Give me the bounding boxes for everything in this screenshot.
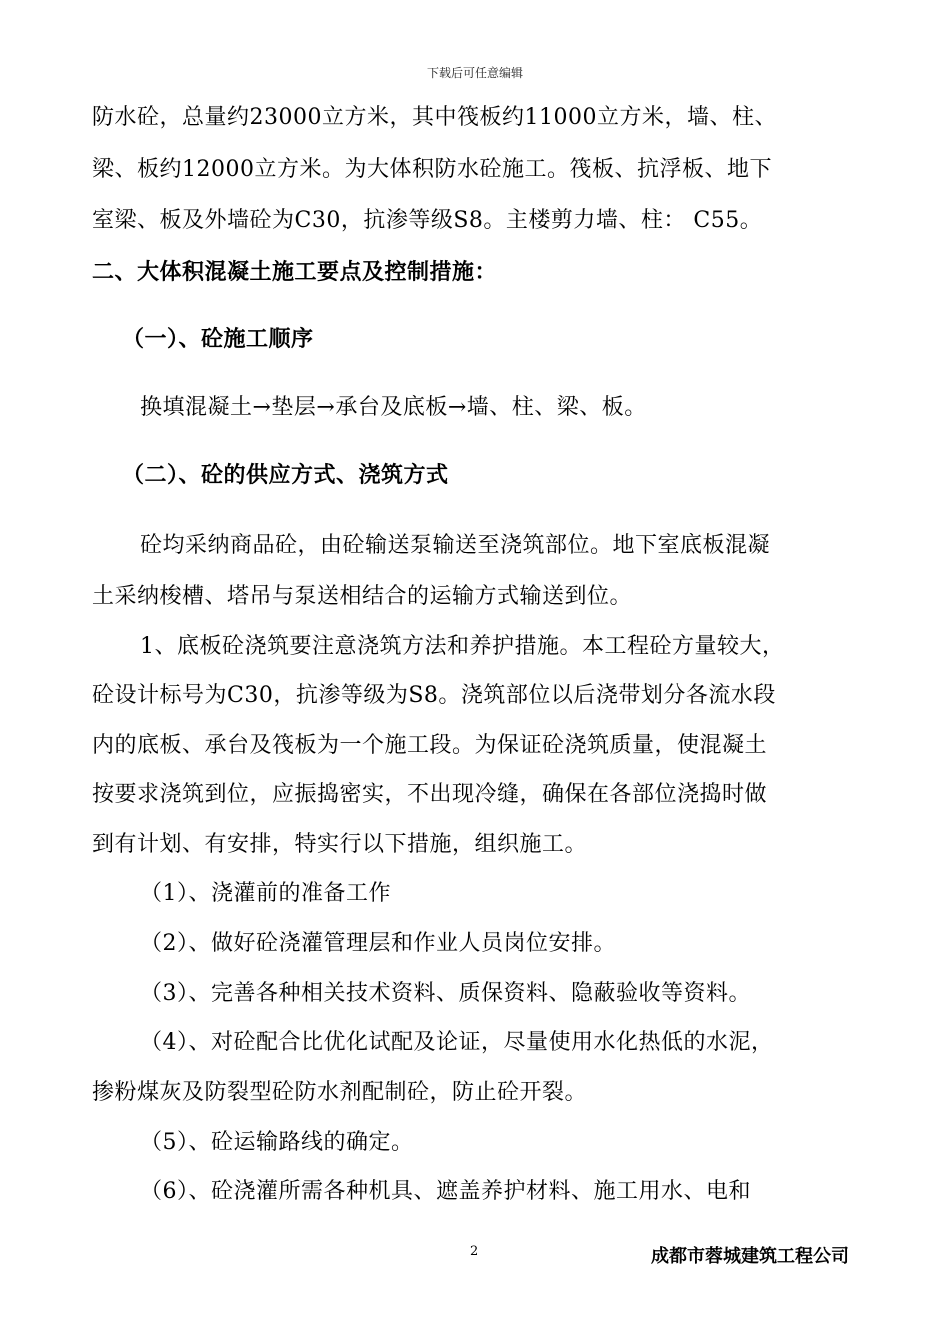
body-line: 按要求浇筑到位，应振捣密实，不出现冷缝，确保在各部位浇捣时做 bbox=[92, 782, 768, 807]
page-number: 2 bbox=[470, 1244, 479, 1259]
body-line: 掺粉煤灰及防裂型砼防水剂配制砼，防止砼开裂。 bbox=[92, 1080, 588, 1105]
list-item: （5）、砼运输路线的确定。 bbox=[140, 1130, 414, 1155]
body-line: 梁、板约12000立方米。为大体积防水砼施工。筏板、抗浮板、地下 bbox=[92, 157, 772, 182]
footer-company: 成都市蓉城建筑工程公司 bbox=[651, 1246, 849, 1267]
list-item: （6）、砼浇灌所需各种机具、遮盖养护材料、施工用水、电和 bbox=[140, 1179, 751, 1204]
list-item: （4）、对砼配合比优化试配及论证，尽量使用水化热低的水泥， bbox=[140, 1030, 774, 1055]
subsection-heading: （一）、砼施工顺序 bbox=[122, 327, 314, 352]
body-line: 换填混凝土→垫层→承台及底板→墙、柱、梁、板。 bbox=[140, 395, 647, 420]
body-line: 内的底板、承台及筏板为一个施工段。为保证砼浇筑质量，使混凝土 bbox=[92, 733, 768, 758]
body-line: 1、底板砼浇筑要注意浇筑方法和养护措施。本工程砼方量较大， bbox=[140, 634, 785, 659]
section-heading: 二、大体积混凝土施工要点及控制措施： bbox=[92, 260, 498, 285]
body-line: 防水砼，总量约23000立方米，其中筏板约11000立方米，墙、柱、 bbox=[92, 105, 777, 130]
body-line: 到有计划、有安排，特实行以下措施，组织施工。 bbox=[92, 832, 588, 857]
header-note: 下载后可任意编辑 bbox=[426, 66, 523, 80]
list-item: （3）、完善各种相关技术资料、质保资料、隐蔽验收等资料。 bbox=[140, 981, 751, 1006]
body-line: 室梁、板及外墙砼为C30，抗渗等级S8。主楼剪力墙、柱： C55。 bbox=[92, 208, 763, 233]
body-line: 砼设计标号为C30，抗渗等级为S8。浇筑部位以后浇带划分各流水段 bbox=[92, 683, 776, 708]
list-item: （2）、做好砼浇灌管理层和作业人员岗位安排。 bbox=[140, 931, 616, 956]
list-item: （1）、浇灌前的准备工作 bbox=[140, 881, 391, 906]
body-line: 砼均采纳商品砼，由砼输送泵输送至浇筑部位。地下室底板混凝 bbox=[140, 533, 771, 558]
subsection-heading: （二）、砼的供应方式、浇筑方式 bbox=[122, 463, 449, 488]
body-line: 土采纳梭槽、塔吊与泵送相结合的运输方式输送到位。 bbox=[92, 584, 633, 609]
